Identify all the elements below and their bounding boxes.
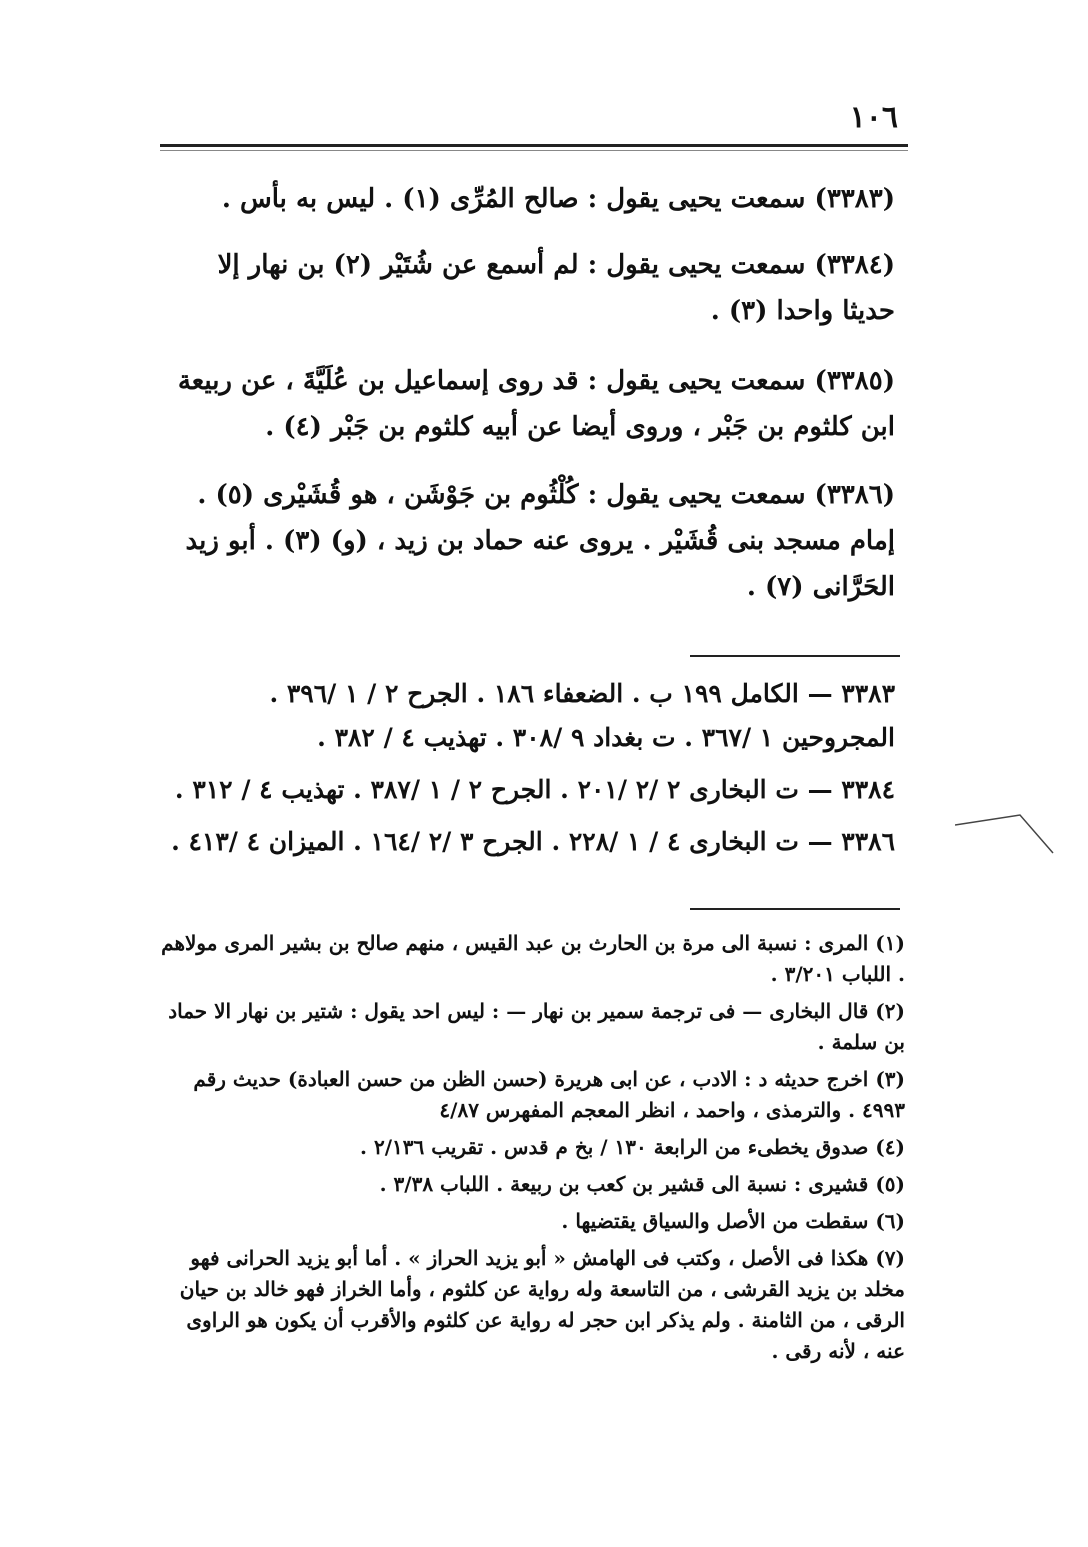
margin-pen-mark	[955, 775, 1075, 855]
reference-3384: ٣٣٨٤ — ت البخارى ٢ /٢ /٢٠١ . الجرح ٢ / ١ /٣٨٧ . تهذيب ٤ / ٣١٢ .	[174, 775, 895, 804]
entry-3383: (٣٣٨٣) سمعت يحيى يقول : صالح المُرِّى (١) . ليس به بأس .	[221, 184, 895, 214]
reference-3386: ٣٣٨٦ — ت البخارى ٤ / ١ /٢٢٨ . الجرح ٣ /٢ /١٦٤ . الميزان ٤ /٤١٣ .	[171, 827, 895, 856]
page-number: ١٠٦	[849, 100, 898, 135]
footnotes-block	[160, 928, 905, 1367]
footnote-5: (٥) قشيرى : نسبة الى قشير بن كعب بن ربيعة . اللباب ٣/٣٨ .	[379, 1172, 905, 1196]
notes-separator	[690, 908, 900, 910]
reference-3383: ٣٣٨٣ — الكامل ١٩٩ ب . الضعفاء ١٨٦ . الجرح ٢ / ١ /٣٩٦ . المجروحين ١ /٣٦٧ . ت بغداد ٩ /٣٠٨ . تهذيب ٤ / ٣٨٢ .	[269, 679, 895, 752]
references-separator	[690, 655, 900, 657]
footnote-6: (٦) سقطت من الأصل والسياق يقتضيها .	[561, 1209, 905, 1233]
main-text-block	[160, 176, 895, 610]
references-block	[160, 672, 895, 864]
footnote-4: (٤) صدوق يخطىء من الرابعة ١٣٠ / بخ م قدس . تقريب ٢/١٣٦ .	[360, 1135, 905, 1159]
header-rule-thin	[160, 150, 908, 151]
entry-3384: (٣٣٨٤) سمعت يحيى يقول : لم أسمع عن شُتَيْر (٢) بن نهار إلا حديثا واحدا (٣) .	[217, 250, 895, 326]
footnote-1: (١) المرى : نسبة الى مرة بن الحارث بن عبد القيس ، منهم صالح بن بشير المرى مولاهم . اللباب ٣/٢٠١ .	[161, 931, 905, 986]
header-rule	[160, 144, 908, 147]
entry-3385: (٣٣٨٥) سمعت يحيى يقول : قد روى إسماعيل بن عُلَيَّةَ ، عن ربيعة ابن كلثوم بن جَبْر ، وروى أيضا عن أبيه كلثوم بن جَبْر (٤) .	[177, 366, 895, 442]
footnote-3: (٣) اخرج حديثه د : الادب ، عن ابى هريرة (حسن الظن من حسن العبادة) حديث رقم ٤٩٩٣ . والترمذى ، واحمد ، انظر المعجم المفهرس ٤/٨٧	[193, 1067, 905, 1122]
footnote-2: (٢) قال البخارى — فى ترجمة سمير بن نهار — : ليس احد يقول : شتير بن نهار الا حماد بن سلمة .	[168, 999, 905, 1054]
footnote-7: (٧) هكذا فى الأصل ، وكتب فى الهامش « أبو يزيد الحراز » . أما أبو يزيد الحرانى فهو مخلد بن يزيد القرشى ، من التاسعة وله رواية عن كلثوم ، وأما الخراز فهو خالد بن حيان الرقى ، من الثامنة . ولم يذكر ابن حجر له رواية عن كلثوم والأقرب أن يكون هو الراوى عنه ، لأنه رقى .	[179, 1246, 905, 1363]
entry-3386: (٣٣٨٦) سمعت يحيى يقول : كُلْثُوم بن جَوْشَن ، هو قُشَيْرى (٥) . إمام مسجد بنى قُشَيْر . يروى عنه حماد بن زيد ، (و) (٣) . أبو زيد الحَرَّانى (٧) .	[185, 480, 895, 602]
